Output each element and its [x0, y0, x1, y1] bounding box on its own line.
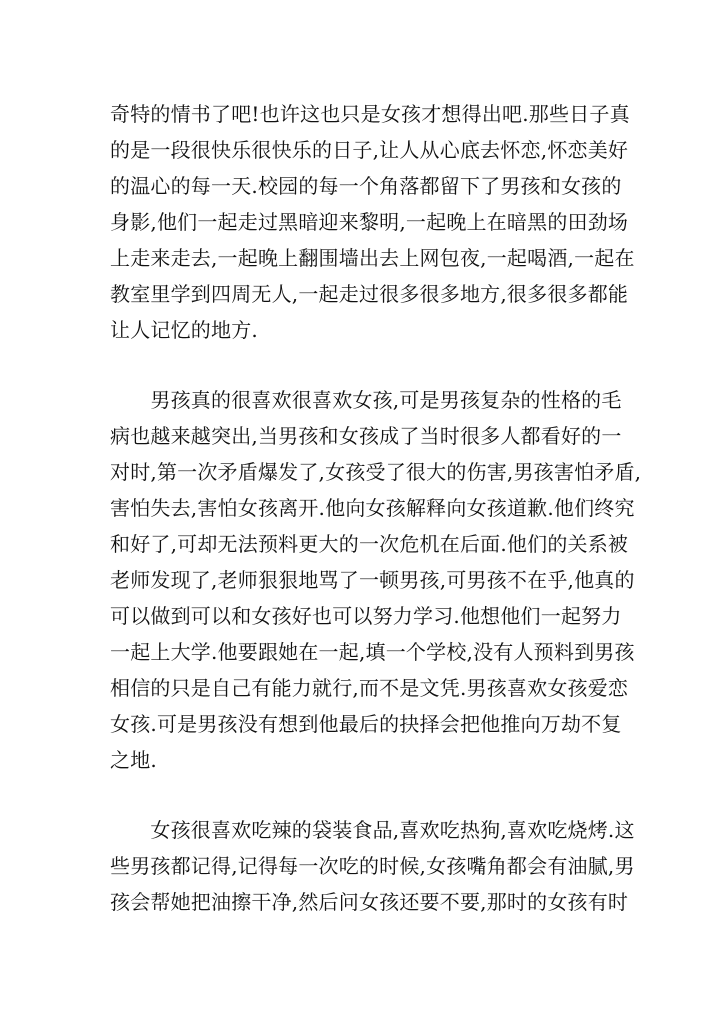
text-line: 男孩真的很喜欢很喜欢女孩,可是男孩复杂的性格的毛: [110, 388, 622, 412]
text-line: 病也越来越突出,当男孩和女孩成了当时很多人都看好的一: [110, 424, 622, 448]
text-line: 和好了,可却无法预料更大的一次危机在后面.他们的关系被: [110, 532, 629, 556]
text-line: 些男孩都记得,记得每一次吃的时候,女孩嘴角都会有油腻,男: [110, 854, 635, 878]
paragraph-2: [110, 382, 642, 778]
text-line: 奇特的情书了吧!也许这也只是女孩才想得出吧.那些日子真: [110, 102, 630, 126]
text-line: 之地.: [110, 748, 157, 772]
paragraph-3: [110, 812, 635, 920]
paragraph-1: [110, 96, 635, 348]
text-line: 上走来走去,一起晚上翻围墙出去上网包夜,一起喝酒,一起在: [110, 246, 635, 270]
paragraph-spacer: [110, 348, 630, 382]
text-line: 教室里学到四周无人,一起走过很多很多地方,很多很多都能: [110, 282, 629, 306]
text-line: 身影,他们一起走过黑暗迎来黎明,一起晚上在暗黑的田劲场: [110, 210, 629, 234]
text-line: 可以做到可以和女孩好也可以努力学习.他想他们一起努力: [110, 604, 622, 628]
text-line: 害怕失去,害怕女孩离开.他向女孩解释向女孩道歉.他们终究: [110, 496, 635, 520]
text-line: 孩会帮她把油擦干净,然后问女孩还要不要,那时的女孩有时: [110, 890, 629, 914]
paragraph-spacer: [110, 778, 630, 812]
text-line: 对时,第一次矛盾爆发了,女孩受了很大的伤害,男孩害怕矛盾,: [110, 460, 642, 484]
text-line: 的温心的每一天.校园的每一个角落都留下了男孩和女孩的: [110, 174, 622, 198]
document-body: [110, 96, 642, 920]
text-line: 让人记忆的地方.: [110, 318, 258, 342]
text-line: 老师发现了,老师狠狠地骂了一顿男孩,可男孩不在乎,他真的: [110, 568, 635, 592]
text-line: 女孩很喜欢吃辣的袋装食品,喜欢吃热狗,喜欢吃烧烤.这: [110, 818, 635, 842]
text-line: 相信的只是自己有能力就行,而不是文凭.男孩喜欢女孩爱恋: [110, 676, 629, 700]
text-line: 一起上大学.他要跟她在一起,填一个学校,没有人预料到男孩: [110, 640, 635, 664]
text-line: 的是一段很快乐很快乐的日子,让人从心底去怀恋,怀恋美好: [110, 138, 629, 162]
text-line: 女孩.可是男孩没有想到他最后的抉择会把他推向万劫不复: [110, 712, 622, 736]
